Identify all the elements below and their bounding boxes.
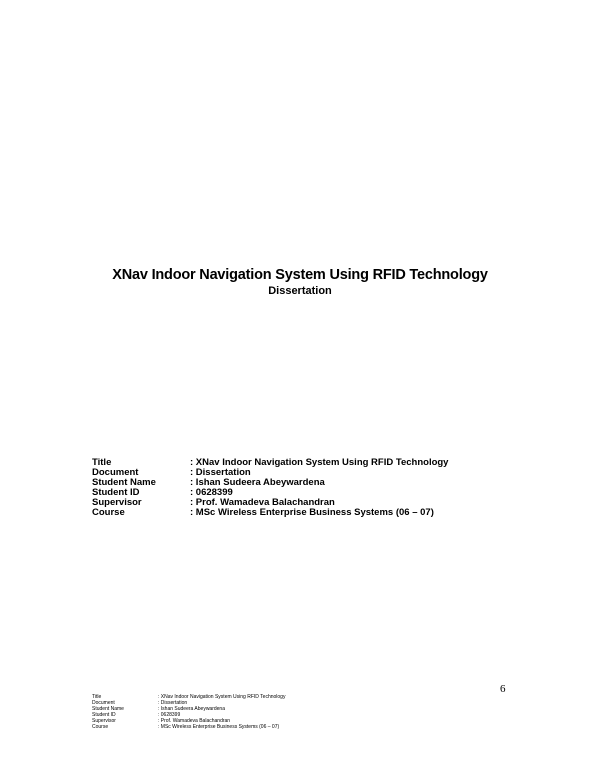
info-label: Supervisor	[92, 496, 142, 508]
page-number: 6	[500, 683, 506, 695]
title-block	[0, 266, 600, 298]
footer-label: Supervisor	[92, 718, 116, 724]
info-value: : Prof. Wamadeva Balachandran	[190, 496, 335, 508]
document-info-table	[92, 458, 448, 517]
footer-label: Document	[92, 700, 115, 706]
document-subtitle: Dissertation	[268, 285, 332, 297]
info-row-course	[92, 508, 448, 518]
footer-value: : Dissertation	[158, 700, 188, 706]
info-label: Student Name	[92, 476, 156, 488]
info-value: : Ishan Sudeera Abeywardena	[190, 476, 325, 488]
info-label: Student ID	[92, 486, 140, 498]
info-value: : 0628399	[190, 486, 233, 498]
document-title: XNav Indoor Navigation System Using RFID Technology	[112, 267, 488, 283]
footer-row-course	[92, 724, 285, 730]
footer-value: : XNav Indoor Navigation System Using RFID Technology	[158, 694, 286, 700]
footer-label: Student Name	[92, 706, 124, 712]
info-row-student-name	[92, 478, 448, 488]
footer-value: : Ishan Sudeera Abeywardena	[158, 706, 225, 712]
info-value: : MSc Wireless Enterprise Business Systems (06 – 07)	[190, 506, 434, 518]
footer-label: Course	[92, 724, 109, 730]
footer-value: : Prof. Wamadeva Balachandran	[158, 718, 231, 724]
info-label: Title	[92, 457, 112, 468]
footer-label: Title	[92, 694, 102, 700]
footer-value: : 0628399	[158, 712, 181, 718]
info-value: : XNav Indoor Navigation System Using RFID Technology	[190, 457, 449, 468]
page-footer	[92, 694, 285, 730]
info-row-title	[92, 458, 448, 468]
footer-label: Student ID	[92, 712, 116, 718]
footer-value: : MSc Wireless Enterprise Business Systems (06 – 07)	[158, 724, 280, 730]
info-label: Course	[92, 506, 125, 518]
info-value: : Dissertation	[190, 466, 251, 478]
info-label: Document	[92, 466, 139, 478]
